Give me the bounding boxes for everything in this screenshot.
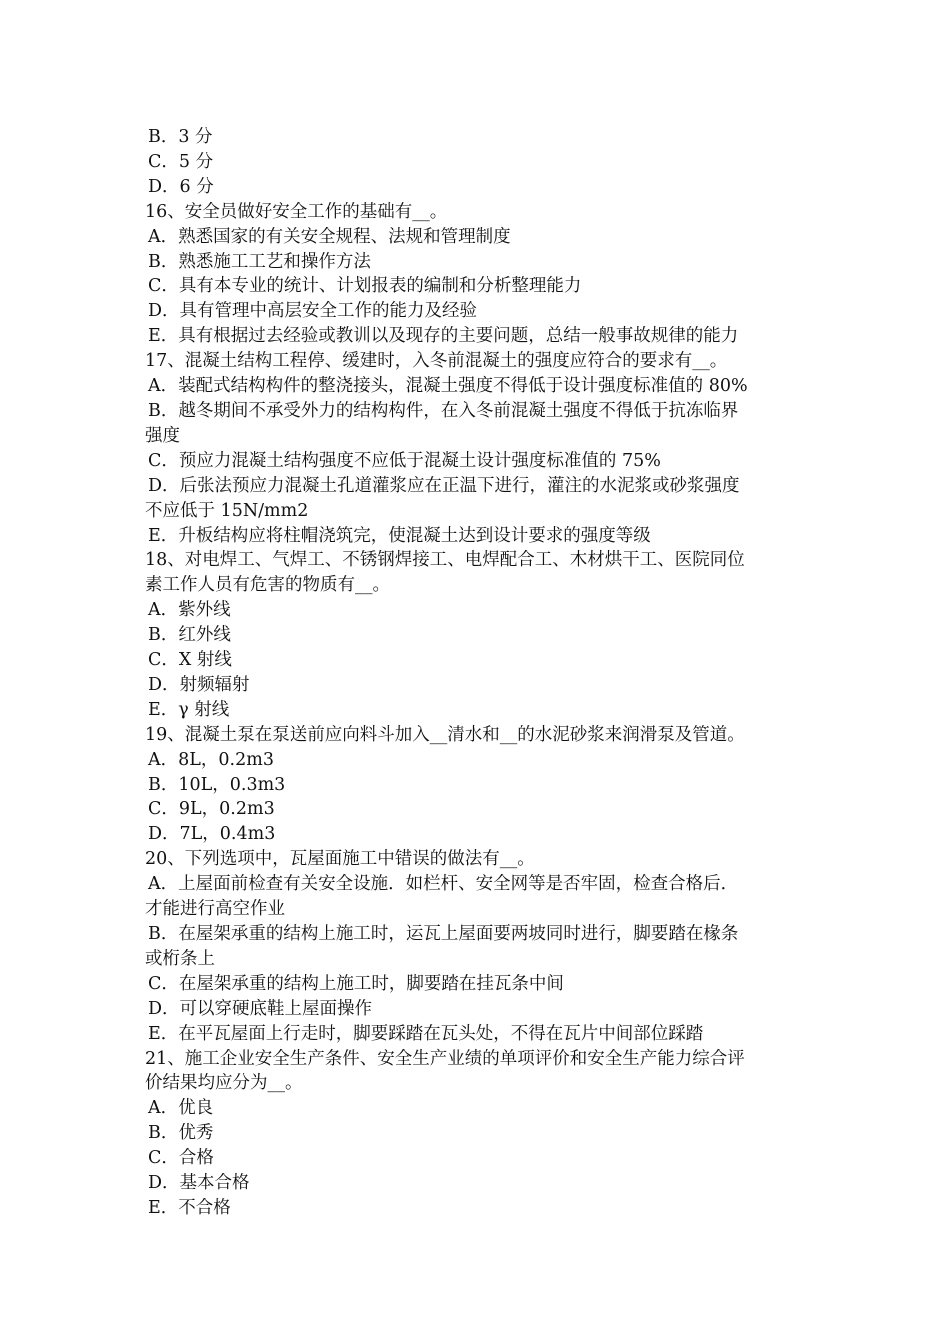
option-line: D．后张法预应力混凝土孔道灌浆应在正温下进行，灌注的水泥浆或砂浆强度 [148,475,740,496]
option-line: D．7L，0.4m3 [148,824,276,845]
option-line: B．在屋架承重的结构上施工时，运瓦上屋面要两坡同时进行，脚要踏在椽条 [148,924,739,944]
question-line: 16、安全员做好安全工作的基础有__。 [145,201,448,222]
question-line: 21、施工企业安全生产条件、安全生产业绩的单项评价和安全生产能力综合评 [145,1048,745,1069]
option-line: D．基本合格 [148,1173,250,1194]
option-line: E．不合格 [148,1197,231,1218]
option-line: C．9L，0.2m3 [148,799,275,820]
option-line: A．装配式结构构件的整浇接头，混凝土强度不得低于设计强度标准值的 80% [148,376,748,397]
question-line: 19、混凝土泵在泵送前应向料斗加入__清水和__的水泥砂浆来润滑泵及管道。 [145,724,745,745]
option-line: B．10L，0.3m3 [148,774,286,795]
continuation-line: 强度 [145,425,180,446]
option-line: B．熟悉施工工艺和操作方法 [148,251,371,272]
option-line: B．优秀 [148,1123,214,1144]
continuation-line: 不应低于 15N/mm2 [145,500,309,521]
option-line: A．优良 [148,1098,214,1119]
option-line: D．6 分 [148,176,214,197]
option-line: A．熟悉国家的有关安全规程、法规和管理制度 [148,226,511,247]
option-line: C．具有本专业的统计、计划报表的编制和分析整理能力 [148,276,582,297]
option-line: C．X 射线 [148,650,232,671]
continuation-line: 或桁条上 [145,948,215,969]
option-line: D．具有管理中高层安全工作的能力及经验 [148,301,478,322]
option-line: A．8L，0.2m3 [148,749,274,770]
option-line: D．可以穿硬底鞋上屋面操作 [148,998,373,1019]
option-line: E．在平瓦屋面上行走时，脚要踩踏在瓦头处，不得在瓦片中间部位踩踏 [148,1023,704,1044]
option-line: C．合格 [148,1148,214,1169]
question-line: 17、混凝土结构工程停、缓建时，入冬前混凝土的强度应符合的要求有__。 [145,351,728,372]
option-line: C．预应力混凝土结构强度不应低于混凝土设计强度标准值的 75% [148,450,661,471]
option-line: B．红外线 [148,625,231,646]
option-line: B．3 分 [148,127,213,147]
question-line: 18、对电焊工、气焊工、不锈钢焊接工、电焊配合工、木材烘干工、医院同位 [145,550,745,571]
option-line: A．上屋面前检查有关安全设施．如栏杆、安全网等是否牢固，检查合格后． [148,874,739,895]
document-body [145,125,825,1221]
option-line: E．具有根据过去经验或教训以及现存的主要问题，总结一般事故规律的能力 [148,326,739,347]
option-line: C．在屋架承重的结构上施工时，脚要踏在挂瓦条中间 [148,973,564,994]
continuation-line: 才能进行高空作业 [145,899,285,920]
option-line: B．越冬期间不承受外力的结构构件，在入冬前混凝土强度不得低于抗冻临界 [148,400,739,421]
continuation-line: 素工作人员有危害的物质有__。 [145,575,390,596]
option-line: C．5 分 [148,151,214,172]
option-line: A．紫外线 [148,600,231,621]
option-line: E．升板结构应将柱帽浇筑完，使混凝土达到设计要求的强度等级 [148,525,651,546]
option-line: E．γ 射线 [148,699,230,720]
question-line: 20、下列选项中，瓦屋面施工中错误的做法有__。 [145,849,535,870]
option-line: D．射频辐射 [148,674,250,695]
continuation-line: 价结果均应分为__。 [145,1073,303,1094]
